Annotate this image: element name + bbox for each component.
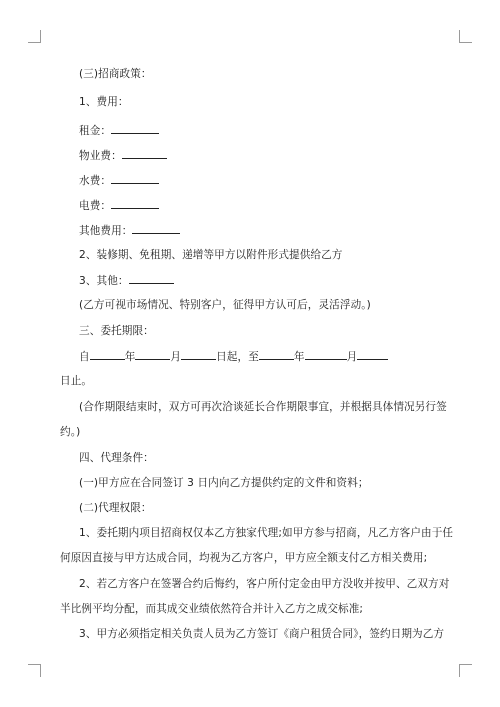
property-fee-line (79, 148, 167, 163)
other-fee-blank (132, 223, 180, 234)
end-month-blank (305, 349, 347, 360)
start-month-blank (135, 349, 170, 360)
clause-1-line-2: 何原因直接与甲方达成合同，均视为乙方客户，甲方应全额支付乙方相关费用; (60, 552, 428, 564)
water-fee-line (79, 173, 159, 188)
clause-2-line-2: 半比例平均分配，而其成交业绩依然符合并计入乙方之成交标准; (60, 603, 364, 615)
term-heading: 三、委托期限： (79, 325, 154, 337)
crop-mark-top-left (28, 30, 41, 43)
agency-heading: 四、代理条件： (79, 452, 154, 464)
term-line (79, 349, 388, 364)
crop-mark-bottom-right (459, 664, 472, 677)
electric-fee-blank (111, 198, 159, 209)
renewal-line-2: 约。) (60, 426, 81, 438)
other-item-line (79, 273, 174, 288)
renewal-line-1: (合作期限结束时，双方可再次洽谈延长合作期限事宜，并根据具体情况另行签 (79, 401, 447, 413)
other-item-label: 3、其他： (79, 275, 129, 287)
term-end-line (60, 374, 92, 388)
electric-fee-label: 电费： (79, 200, 112, 212)
term-day-1: 日起，至 (216, 351, 259, 363)
property-fee-label: 物业费： (79, 150, 122, 162)
clause-1-line-1: 1、委托期内项目招商权仅本乙方独家代理;如甲方参与招商，凡乙方客户由于任 (79, 527, 454, 539)
agency-clause-2: (二)代理权限： (79, 502, 152, 514)
fees-heading: 1、费用： (79, 96, 129, 108)
term-from: 自 (79, 351, 90, 363)
term-year-1: 年 (124, 351, 136, 363)
other-item-blank (129, 273, 174, 284)
other-fee-label: 其他费用： (79, 225, 133, 237)
rent-label: 租金： (79, 125, 112, 137)
property-fee-blank (122, 148, 167, 159)
electric-fee-line (79, 198, 159, 213)
water-fee-blank (111, 173, 159, 184)
term-year-2: 年 (293, 351, 305, 363)
end-day-blank (357, 349, 388, 360)
rent-blank (111, 123, 159, 134)
crop-mark-top-right (459, 30, 472, 43)
term-month-2: 月 (346, 351, 358, 363)
crop-mark-bottom-left (28, 664, 41, 677)
policy-heading: (三)招商政策： (79, 68, 152, 80)
rent-line (79, 123, 159, 138)
term-month-1: 月 (170, 351, 182, 363)
clause-3-line-1: 3、甲方必须指定相关负责人员为乙方签订《商户租赁合同》，签约日期为乙方 (79, 628, 445, 640)
water-fee-label: 水费： (79, 175, 112, 187)
start-day-blank (181, 349, 216, 360)
agency-clause-1: (一)甲方应在合同签订 3 日内向乙方提供约定的文件和资料； (79, 477, 369, 489)
item-2: 2、装修期、免租期、递增等甲方以附件形式提供给乙方 (79, 249, 343, 261)
clause-2-line-1: 2、若乙方客户在签署合约后悔约，客户所付定金由甲方没收并按甲、乙双方对 (79, 578, 450, 590)
flexible-note: (乙方可视市场情况、特别客户，征得甲方认可后，灵活浮动。) (79, 299, 371, 311)
other-fee-line (79, 223, 180, 238)
term-day-2: 日止。 (60, 375, 93, 387)
end-year-blank (259, 349, 294, 360)
start-year-blank (90, 349, 125, 360)
